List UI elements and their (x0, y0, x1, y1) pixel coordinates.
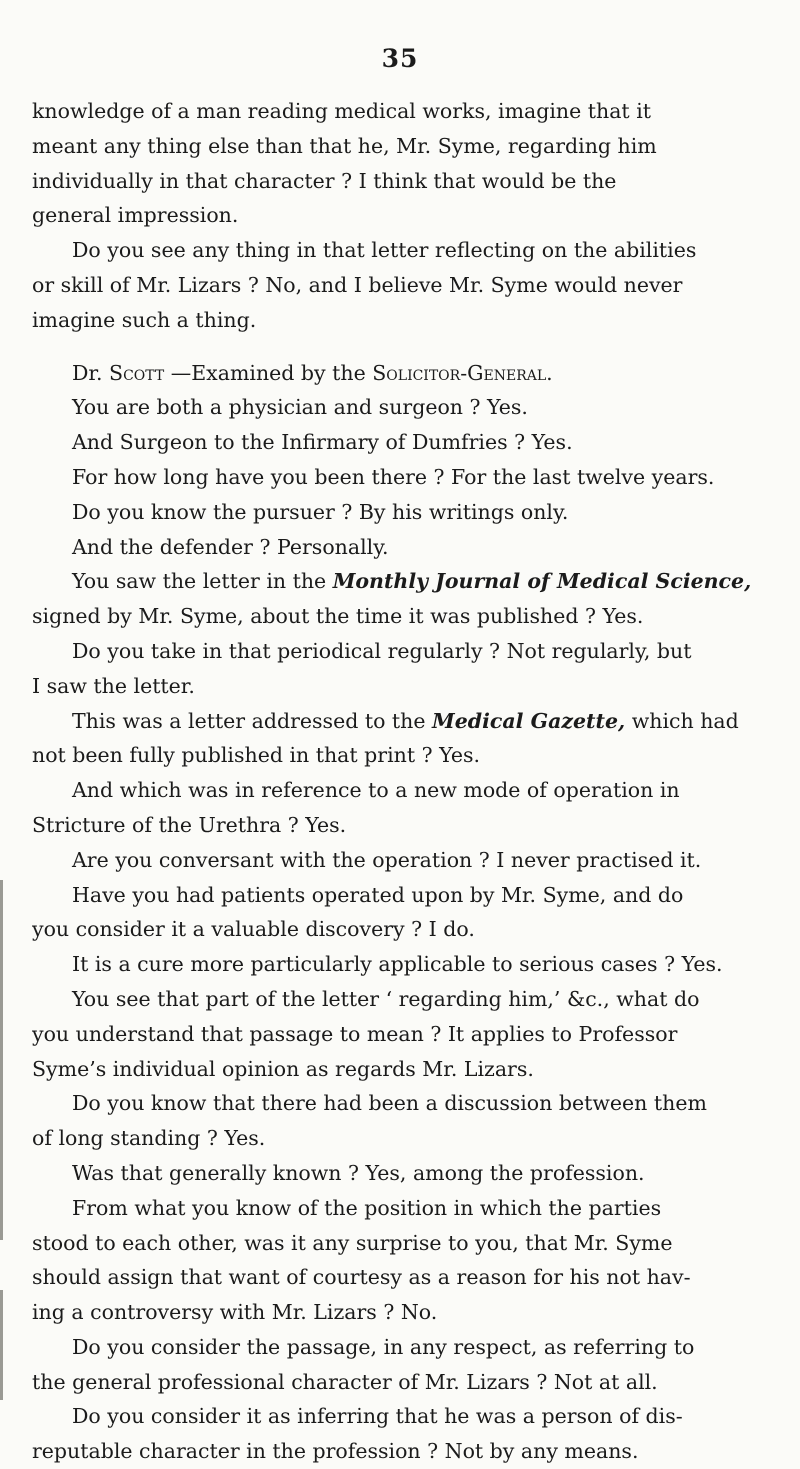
italic-title: Monthly Journal of Medical Science, (332, 569, 752, 594)
text-line: You are both a physician and surgeon ? Yes. (72, 395, 528, 420)
text-line: Stricture of the Urethra ? Yes. (32, 812, 347, 837)
text-line (32, 356, 770, 391)
text-line (32, 704, 770, 739)
text-line: imagine such a thing. (32, 307, 257, 332)
text-line: you consider it a valuable discovery ? I do. (32, 917, 475, 942)
text-line: not been fully published in that print ? Yes. (32, 743, 481, 768)
text-line: Do you consider the passage, in any respect, as referring to (72, 1334, 695, 1359)
text-line: stood to each other, was it any surprise to you, that Mr. Syme (32, 1230, 673, 1255)
text-line: reputable character in the profession ? Not by any means. (32, 1439, 639, 1464)
text-line: And Surgeon to the Infirmary of Dumfries ? Yes. (72, 430, 573, 455)
text-fragment: . (546, 360, 553, 385)
text-line: general impression. (32, 203, 239, 228)
text-line: Do you know the pursuer ? By his writings only. (72, 499, 569, 524)
text-line: signed by Mr. Syme, about the time it was published ? Yes. (32, 604, 644, 629)
text-line: Was that generally known ? Yes, among the profession. (72, 1160, 645, 1185)
text-fragment: You saw the letter in the (72, 569, 333, 594)
text-line: the general professional character of Mr. Lizars ? Not at all. (32, 1369, 658, 1394)
text-fragment: This was a letter addressed to the (72, 708, 433, 733)
text-fragment: Dr. (72, 360, 110, 385)
small-caps-name: Scott (109, 360, 165, 385)
text-line: Have you had patients operated upon by Mr. Syme, and do (72, 882, 684, 907)
text-line: Do you take in that periodical regularly ? Not regularly, but (72, 638, 692, 663)
text-line: or skill of Mr. Lizars ? No, and I believe Mr. Syme would never (32, 272, 683, 297)
text-line: you understand that passage to mean ? It applies to Professor (32, 1021, 678, 1046)
small-caps-name: Solicitor-General (372, 360, 547, 385)
text-line: Do you know that there had been a discussion between them (72, 1091, 707, 1116)
text-line: It is a cure more particularly applicable to serious cases ? Yes. (72, 952, 723, 977)
document-body (32, 94, 770, 1469)
page-edge-mark (0, 880, 3, 1240)
text-line: Are you conversant with the operation ? I never practised it. (72, 847, 702, 872)
text-line (32, 564, 770, 599)
text-fragment: which had (625, 708, 739, 733)
text-line: From what you know of the position in which the parties (72, 1195, 662, 1220)
section-gap (32, 338, 770, 356)
page-edge-mark (0, 1290, 3, 1400)
text-line: meant any thing else than that he, Mr. Syme, regarding him (32, 133, 657, 158)
text-line: Syme’s individual opinion as regards Mr. Lizars. (32, 1056, 534, 1081)
text-line: Do you see any thing in that letter reflecting on the abilities (72, 238, 697, 263)
text-line: I saw the letter. (32, 673, 195, 698)
text-line: ing a controversy with Mr. Lizars ? No. (32, 1300, 438, 1325)
text-line: For how long have you been there ? For the last twelve years. (72, 464, 715, 489)
text-line: You see that part of the letter ‘ regarding him,’ &c., what do (72, 986, 700, 1011)
italic-title: Medical Gazette, (432, 708, 626, 733)
text-line: individually in that character ? I think that would be the (32, 168, 617, 193)
page-number: 35 (381, 44, 419, 73)
text-line: And which was in reference to a new mode of operation in (72, 778, 680, 803)
text-line: And the defender ? Personally. (72, 534, 389, 559)
text-line: knowledge of a man reading medical works, imagine that it (32, 99, 651, 123)
text-line: should assign that want of courtesy as a reason for his not hav- (32, 1265, 691, 1290)
text-line: Do you consider it as inferring that he was a person of dis- (72, 1404, 683, 1429)
text-line: of long standing ? Yes. (32, 1126, 266, 1151)
text-fragment: —Examined by the (164, 360, 373, 385)
